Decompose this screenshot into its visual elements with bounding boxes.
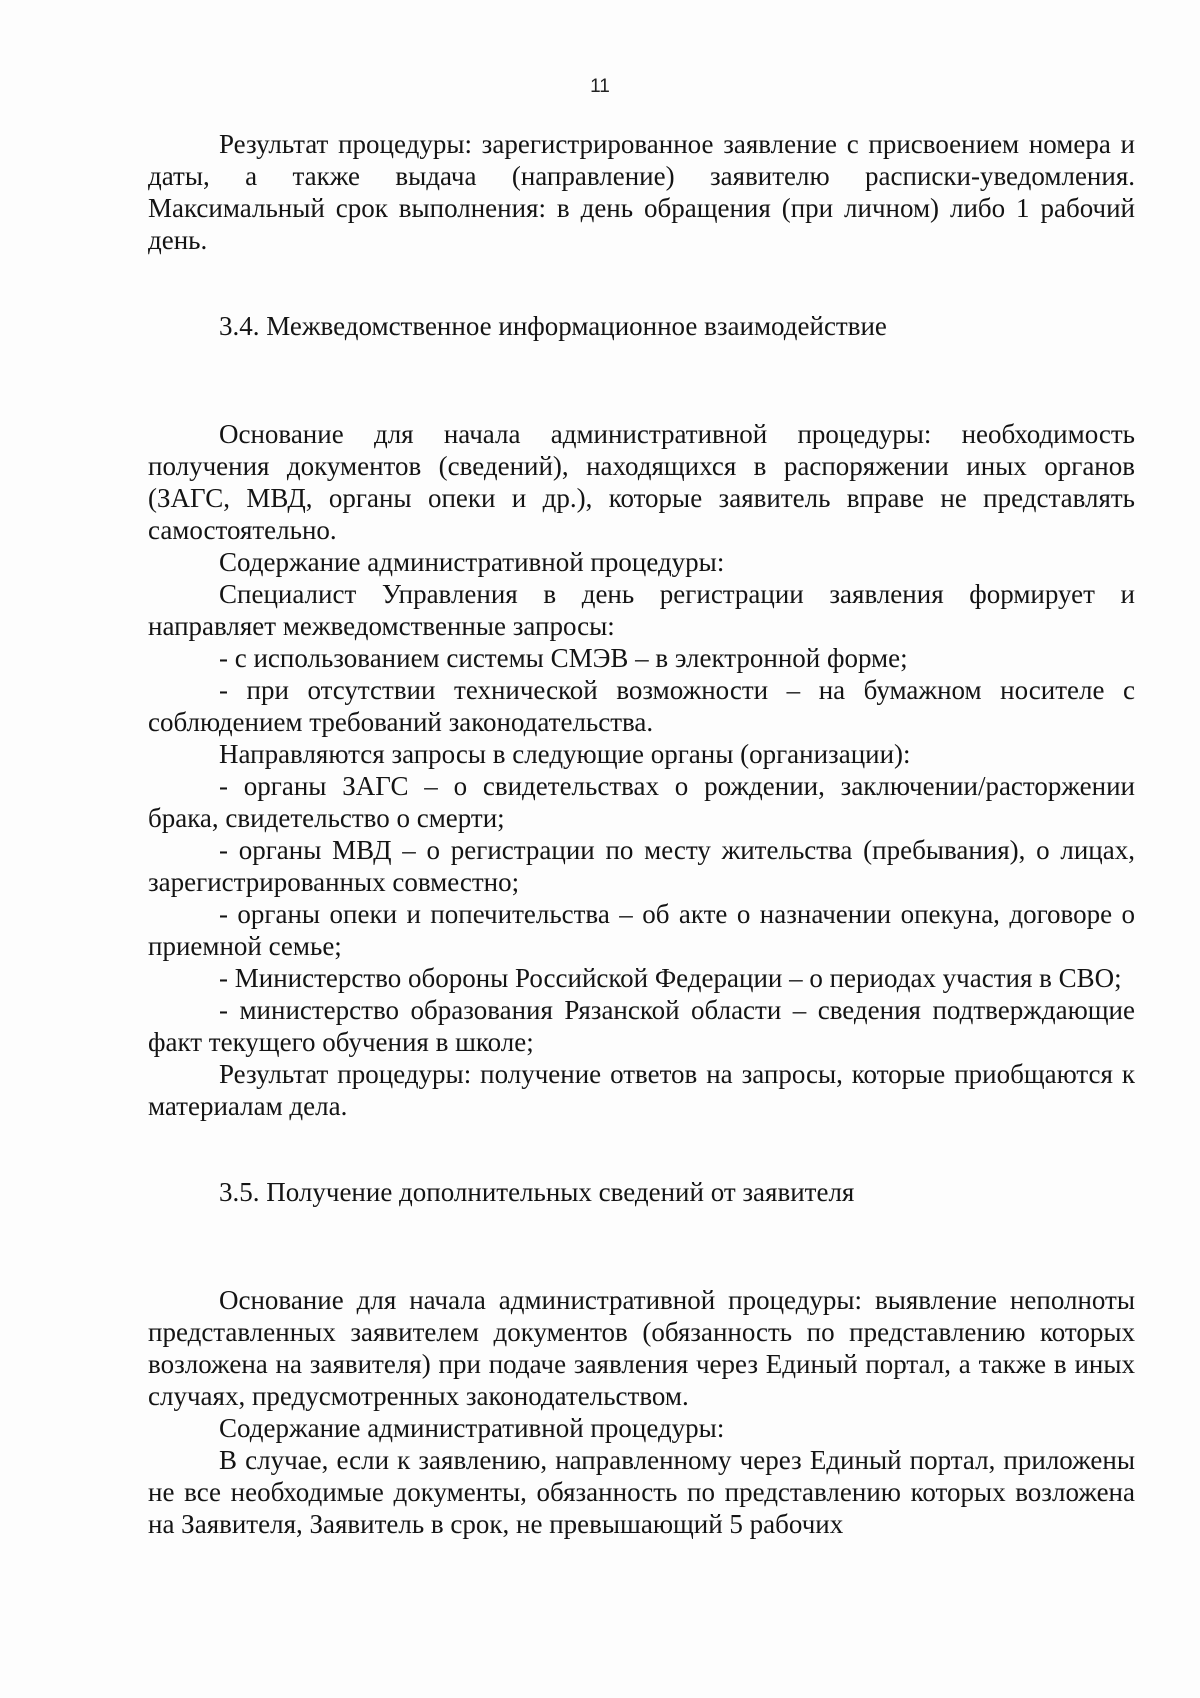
spacer xyxy=(148,1122,1135,1176)
list-item: - Министерство обороны Российской Федерации – о периодах участия в СВО; xyxy=(219,963,1122,993)
paragraph: Направляются запросы в следующие органы (организации): xyxy=(219,739,911,769)
spacer xyxy=(148,342,1135,418)
paragraph: В случае, если к заявлению, направленному через Единый портал, приложены не все необходимые документы, обязанность по представлению которых возложена на Заявителя, Заявитель в срок, не превышающий 5 рабочих xyxy=(148,1445,1135,1539)
spacer xyxy=(148,256,1135,310)
page-number: 11 xyxy=(590,76,610,97)
paragraph: Содержание административной процедуры: xyxy=(219,547,725,577)
section-heading: 3.4. Межведомственное информационное взаимодействие xyxy=(219,311,887,341)
list-item: - министерство образования Рязанской области – сведения подтверждающие факт текущего обучения в школе; xyxy=(148,995,1135,1057)
list-item: - органы ЗАГС – о свидетельствах о рождении, заключении/расторжении брака, свидетельство о смерти; xyxy=(148,771,1135,833)
list-item: - с использованием системы СМЭВ – в электронной форме; xyxy=(219,643,908,673)
paragraph: Специалист Управления в день регистрации заявления формирует и направляет межведомственные запросы: xyxy=(148,579,1135,641)
document-body xyxy=(148,128,1135,1540)
spacer xyxy=(148,1208,1135,1284)
paragraph: Результат процедуры: зарегистрированное заявление с присвоением номера и даты, а также выдача (направление) заявителю расписки-уведомления. Максимальный срок выполнения: в день обращения (при личном) либо 1 рабочий день. xyxy=(148,129,1135,255)
section-heading: 3.5. Получение дополнительных сведений от заявителя xyxy=(219,1177,855,1207)
list-item: - при отсутствии технической возможности – на бумажном носителе с соблюдением требований законодательства. xyxy=(148,675,1135,737)
list-item: - органы МВД – о регистрации по месту жительства (пребывания), о лицах, зарегистрированных совместно; xyxy=(148,835,1135,897)
paragraph: Основание для начала административной процедуры: выявление неполноты представленных заявителем документов (обязанность по представлению которых возложена на заявителя) при подаче заявления через Единый портал, а также в иных случаях, предусмотренных законодательством. xyxy=(148,1285,1135,1411)
paragraph: Результат процедуры: получение ответов на запросы, которые приобщаются к материалам дела. xyxy=(148,1059,1135,1121)
paragraph: Содержание административной процедуры: xyxy=(219,1413,725,1443)
list-item: - органы опеки и попечительства – об акте о назначении опекуна, договоре о приемной семье; xyxy=(148,899,1135,961)
paragraph: Основание для начала административной процедуры: необходимость получения документов (сведений), находящихся в распоряжении иных органов (ЗАГС, МВД, органы опеки и др.), которые заявитель вправе не представлять самостоятельно. xyxy=(148,419,1135,545)
